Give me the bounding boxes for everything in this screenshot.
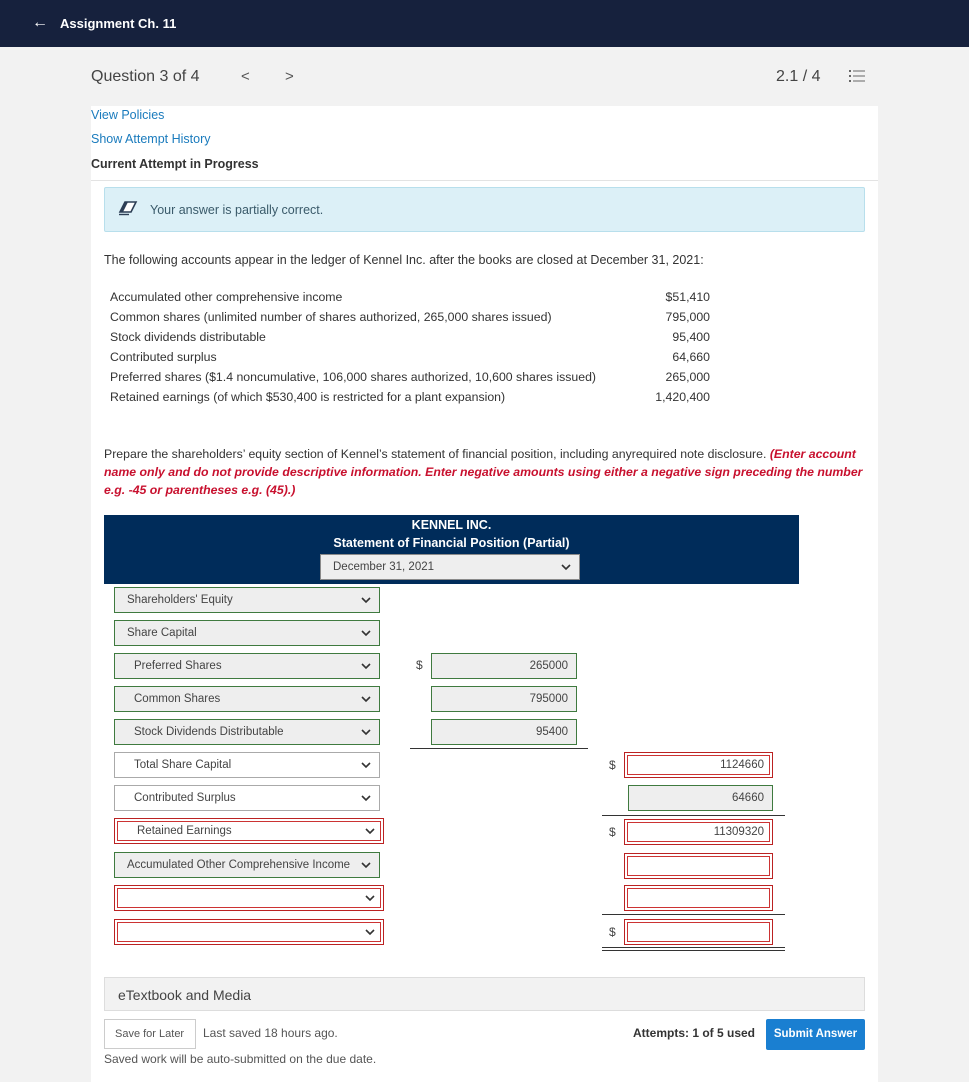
company-name: KENNEL INC. — [411, 518, 492, 532]
chevron-down-icon — [361, 695, 371, 703]
account-select-value: Preferred Shares — [134, 660, 222, 672]
current-attempt-label: Current Attempt in Progress — [91, 157, 259, 171]
account-name: Contributed surplus — [110, 350, 217, 364]
dollar-sign: $ — [416, 658, 423, 672]
assignment-title[interactable]: Assignment Ch. 11 — [60, 16, 177, 31]
amount-input-empty-1[interactable] — [624, 885, 773, 911]
account-select-share-capital[interactable] — [114, 620, 380, 646]
save-for-later-button[interactable]: Save for Later — [104, 1019, 196, 1049]
question-list-icon[interactable] — [849, 69, 865, 83]
dollar-sign: $ — [609, 758, 616, 772]
account-amount: 795,000 — [665, 310, 710, 324]
account-name: Accumulated other comprehensive income — [110, 290, 343, 304]
eraser-icon — [118, 200, 138, 216]
question-bar — [0, 47, 969, 106]
account-name: Stock dividends distributable — [110, 330, 266, 344]
feedback-message: Your answer is partially correct. — [150, 203, 324, 217]
account-select-value: Retained Earnings — [137, 825, 232, 837]
account-amount: 64,660 — [672, 350, 710, 364]
account-amount: 1,420,400 — [655, 390, 710, 404]
account-amount: $51,410 — [665, 290, 710, 304]
amount-input-aoci[interactable] — [624, 853, 773, 879]
amount-input-common[interactable]: 795000 — [431, 686, 577, 712]
account-row — [110, 330, 720, 350]
account-select-common-shares[interactable] — [114, 686, 380, 712]
total-line — [602, 947, 785, 948]
question-score: 2.1 / 4 — [776, 68, 821, 85]
back-arrow-icon[interactable]: ← — [32, 14, 48, 31]
amount-input-total-equity[interactable] — [624, 919, 773, 945]
chevron-down-icon — [361, 794, 371, 802]
etextbook-panel[interactable]: eTextbook and Media — [104, 977, 865, 1011]
account-select-empty-2[interactable] — [114, 919, 384, 945]
account-select-aoci[interactable] — [114, 852, 380, 878]
account-name: Preferred shares ($1.4 noncumulative, 106,000 shares authorized, 10,600 shares issued) — [110, 370, 597, 384]
account-select-value: Share Capital — [127, 627, 197, 639]
account-select-value: Stock Dividends Distributable — [134, 726, 284, 738]
chevron-down-icon — [365, 827, 375, 835]
attempt-history-link[interactable]: Show Attempt History — [91, 132, 211, 146]
next-question-button[interactable]: > — [285, 68, 294, 85]
prev-question-button[interactable]: < — [241, 68, 250, 85]
chevron-down-icon — [365, 928, 375, 936]
instructions — [104, 445, 869, 499]
account-select-total-share-capital[interactable] — [114, 752, 380, 778]
account-select-preferred-shares[interactable] — [114, 653, 380, 679]
subtotal-line — [602, 914, 785, 915]
submit-answer-button[interactable]: Submit Answer — [766, 1019, 865, 1050]
account-select-retained-earnings[interactable] — [114, 818, 384, 844]
chevron-down-icon — [561, 563, 571, 571]
chevron-down-icon — [361, 728, 371, 736]
account-amount: 265,000 — [665, 370, 710, 384]
statement-title: Statement of Financial Position (Partial) — [333, 536, 570, 550]
subtotal-line — [410, 748, 588, 749]
chevron-down-icon — [361, 662, 371, 670]
account-select-empty-1[interactable] — [114, 885, 384, 911]
date-select-value: December 31, 2021 — [333, 561, 435, 573]
amount-input-total-share-capital[interactable]: 1124660 — [624, 752, 773, 778]
dollar-sign: $ — [609, 925, 616, 939]
amount-input-preferred[interactable]: 265000 — [431, 653, 577, 679]
account-row — [110, 350, 720, 370]
instruction-text: Prepare the shareholders’ equity section of Kennel’s statement of financial position, including anyrequired note disclosure. — [104, 447, 767, 461]
account-amount: 95,400 — [672, 330, 710, 344]
statement-date-select[interactable] — [320, 554, 580, 580]
top-bar — [0, 0, 969, 47]
account-name: Common shares (unlimited number of shares authorized, 265,000 shares issued) — [110, 310, 552, 324]
amount-input-stock-dividends[interactable]: 95400 — [431, 719, 577, 745]
chevron-down-icon — [361, 761, 371, 769]
account-row — [110, 290, 720, 310]
account-select-value: Total Share Capital — [134, 759, 232, 771]
account-select-value: Common Shares — [134, 693, 221, 705]
amount-input-contributed-surplus[interactable]: 64660 — [628, 785, 773, 811]
divider — [91, 180, 878, 181]
chevron-down-icon — [361, 861, 371, 869]
view-policies-link[interactable]: View Policies — [91, 108, 165, 122]
account-select-value: Shareholders' Equity — [127, 594, 233, 606]
chevron-down-icon — [365, 894, 375, 902]
last-saved-text: Last saved 18 hours ago. — [203, 1026, 338, 1040]
account-select-value: Accumulated Other Comprehensive Income — [127, 859, 351, 871]
account-select-contributed-surplus[interactable] — [114, 785, 380, 811]
dollar-sign: $ — [609, 825, 616, 839]
subtotal-line — [602, 815, 785, 816]
account-row — [110, 370, 720, 390]
question-number: Question 3 of 4 — [91, 68, 200, 85]
chevron-down-icon — [361, 596, 371, 604]
account-row — [110, 390, 720, 410]
amount-input-retained-earnings[interactable]: 11309320 — [624, 819, 773, 845]
attempts-count: Attempts: 1 of 5 used — [633, 1026, 756, 1040]
auto-submit-text: Saved work will be auto-submitted on the due date. — [104, 1052, 377, 1066]
total-line — [602, 950, 785, 951]
chevron-down-icon — [361, 629, 371, 637]
account-select-value: Contributed Surplus — [134, 792, 236, 804]
problem-intro: The following accounts appear in the ledger of Kennel Inc. after the books are closed at December 31, 2021: — [104, 253, 704, 267]
account-select-shareholders-equity[interactable] — [114, 587, 380, 613]
account-row — [110, 310, 720, 330]
account-name: Retained earnings (of which $530,400 is restricted for a plant expansion) — [110, 390, 506, 404]
instruction-note: (Enter account name only and do not provide descriptive information. Enter negative amounts using either a negative sign preceding the number e.g. -45 or parentheses e.g. (45).) — [104, 447, 863, 497]
account-select-stock-dividends[interactable] — [114, 719, 380, 745]
feedback-alert — [104, 187, 865, 232]
